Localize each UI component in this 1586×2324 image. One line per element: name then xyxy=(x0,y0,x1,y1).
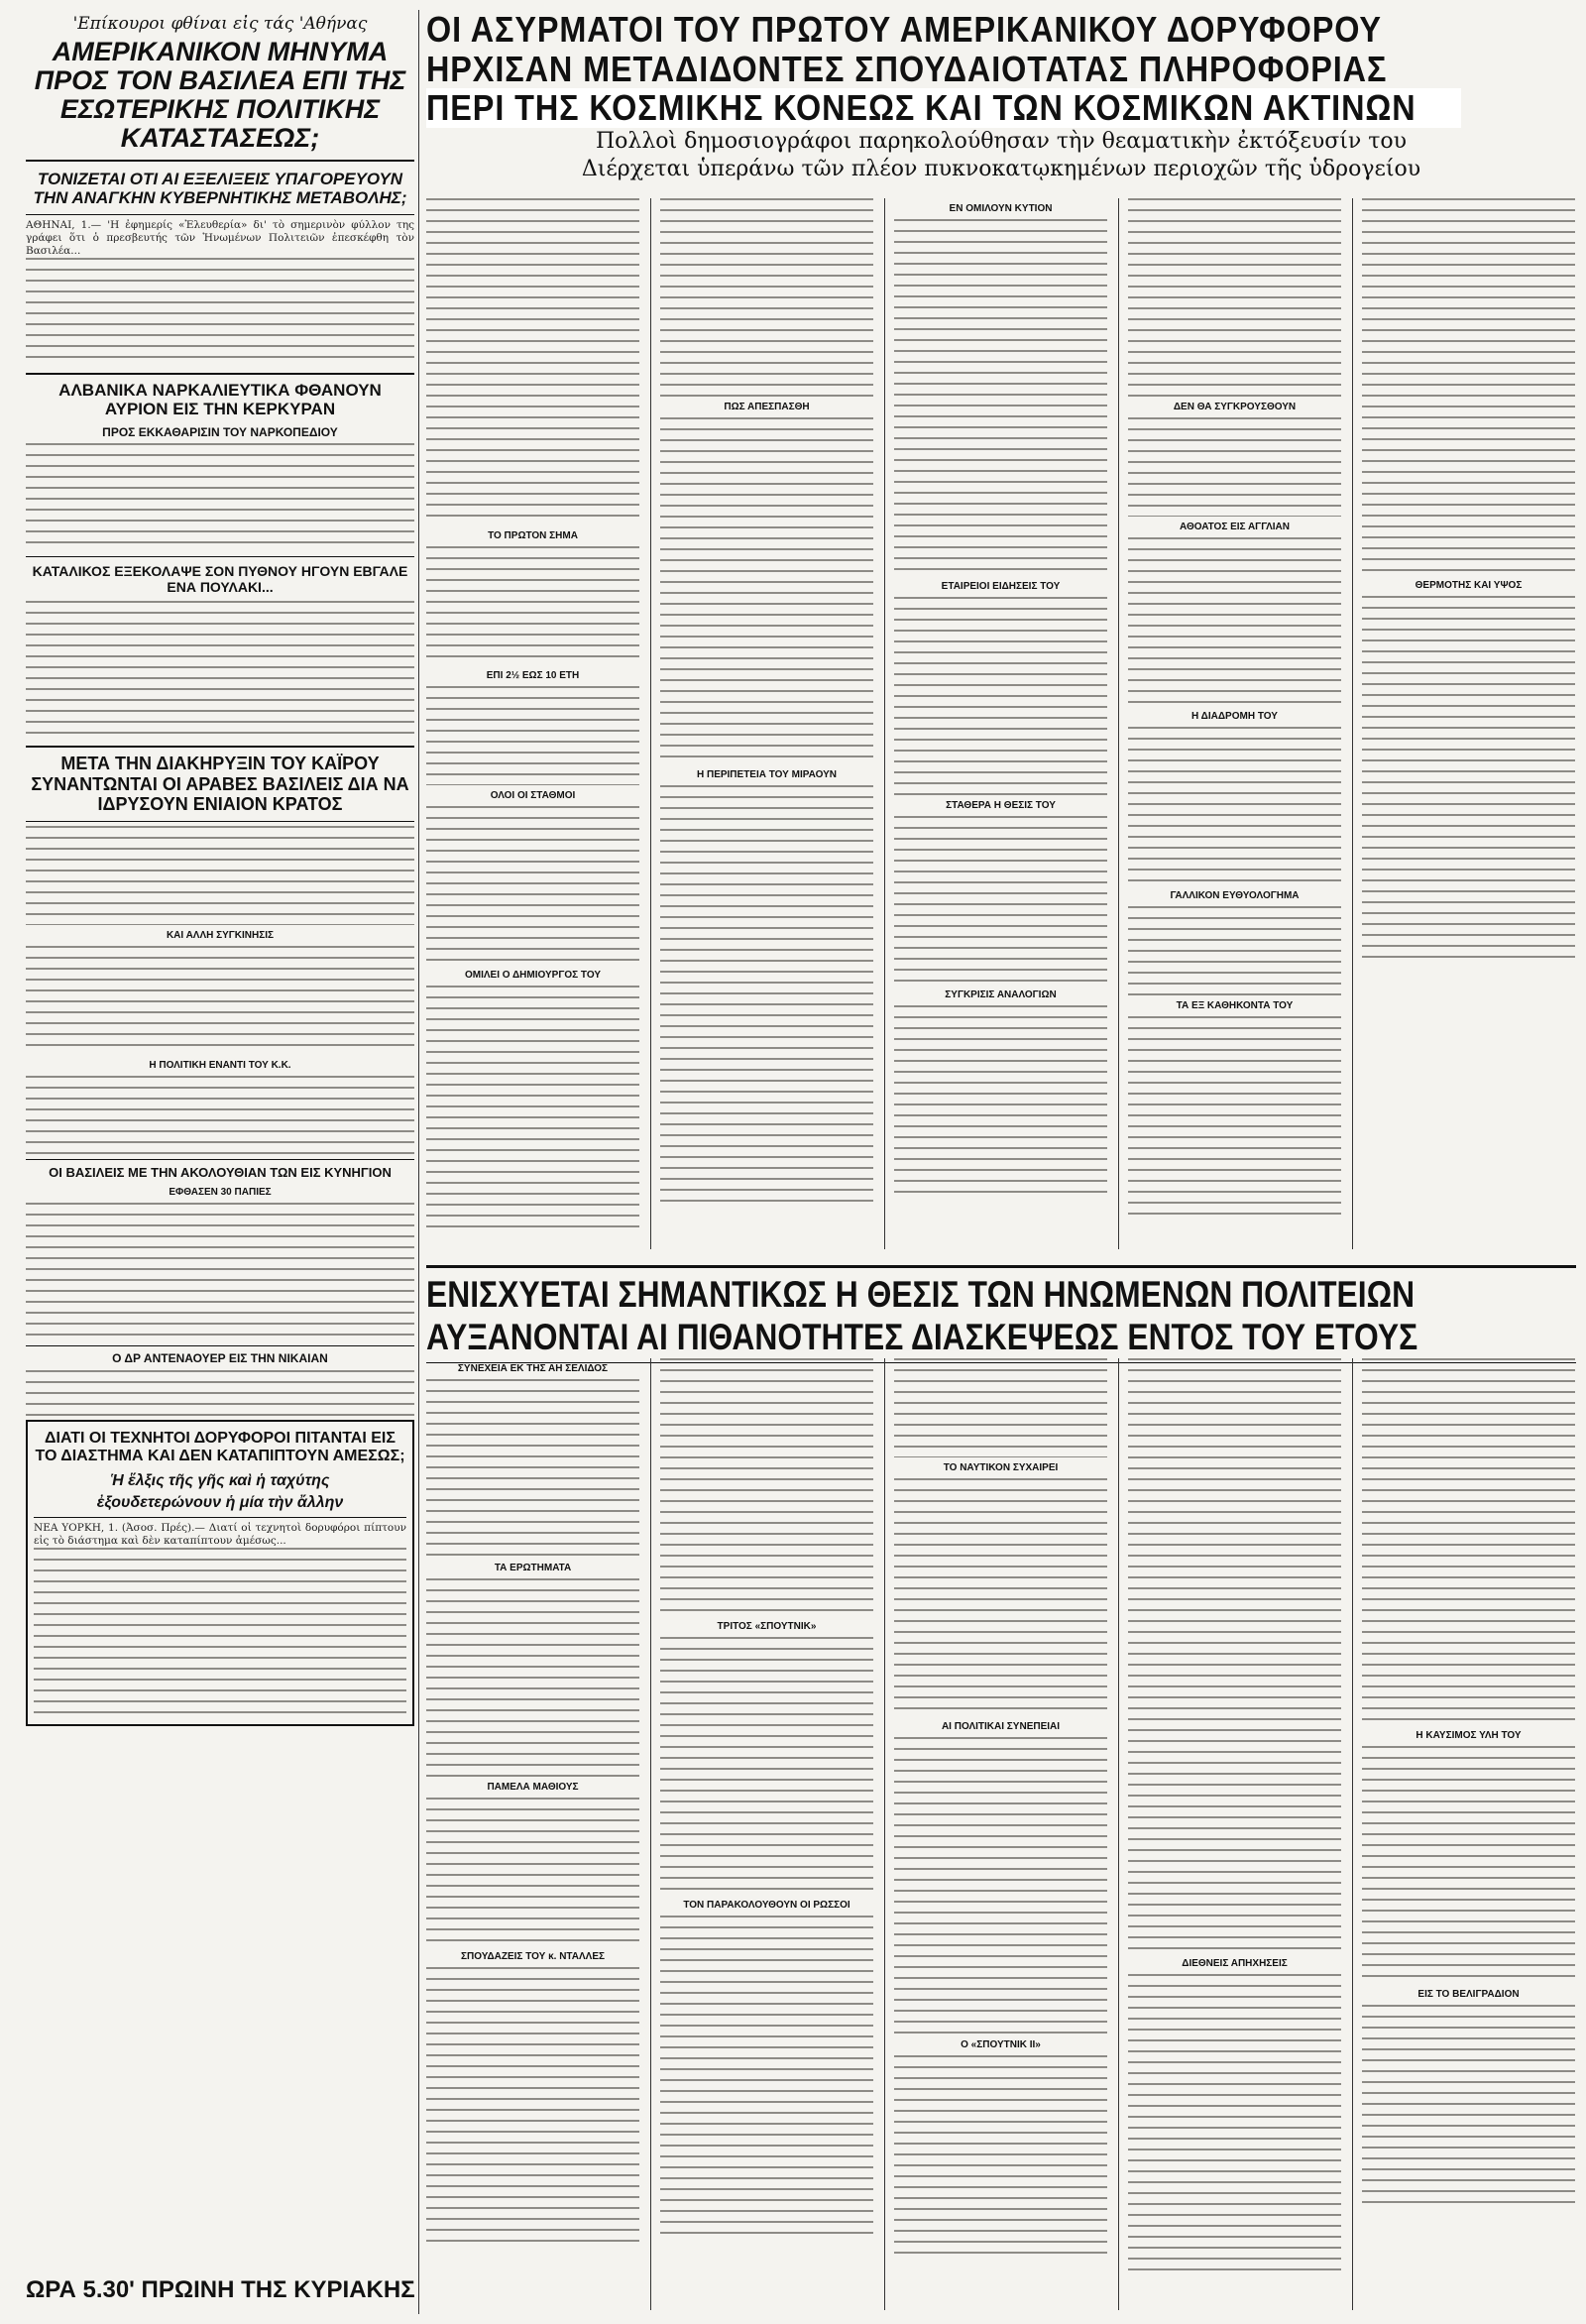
banner-sub-1: Πολλοὶ δημοσιογράφοι παρηκολούθησαν τὴν θεαματικὴν ἐκτόξευσίν του xyxy=(595,128,1408,154)
text-block xyxy=(426,1798,639,1946)
banner-line-3: ΠΕΡΙ ΤΗΣ ΚΟΣΜΙΚΗΣ ΚΟΝΕΩΣ ΚΑΙ ΤΩΝ ΚΟΣΜΙΚΩΝ ΑΚΤΙΝΩΝ xyxy=(426,88,1461,128)
text-block xyxy=(660,1637,873,1895)
text-block xyxy=(26,1370,414,1420)
box-subhead-2: ἐξουδετερώνουν ἡ μία τὴν ἄλλην xyxy=(96,1494,344,1512)
section-head: Η ΚΑΥΣΙΜΟΣ ΥΛΗ ΤΟΥ xyxy=(1416,1730,1522,1741)
text-block xyxy=(894,1737,1107,2034)
left-headline: ΑΜΕΡΙΚΑΝΙΚΟΝ ΜΗΝΥΜΑ ΠΡΟΣ ΤΟΝ ΒΑΣΙΛΕΑ ΕΠΙ ΤΗΣ ΕΣΩΤΕΡΙΚΗΣ ΠΟΛΙΤΙΚΗΣ ΚΑΤΑΣΤΑΣΕΩΣ; xyxy=(34,37,406,154)
text-block xyxy=(660,198,873,397)
text-block xyxy=(1362,596,1575,963)
box-text: ΝΕΑ ΥΟΡΚΗ, 1. (Ἀσοσ. Πρές).— Διατί οἱ τεχνητοὶ δορυφόροι πίπτουν εἰς τὸ διάστημα καὶ δὲν καταπίπτουν ἀμέσως... xyxy=(34,1521,406,1547)
text-block xyxy=(426,1967,639,2245)
text-block xyxy=(660,1916,873,2243)
section-head: ΠΩΣ ΑΠΕΣΠΑΣΘΗ xyxy=(724,402,810,412)
section-head: ΤΟ ΠΡΩΤΟΝ ΣΗΜΑ xyxy=(488,530,578,541)
text-block xyxy=(426,546,639,665)
section-head: ΣΥΓΚΡΙΣΙΣ ΑΝΑΛΟΓΙΩΝ xyxy=(945,989,1057,1000)
section-head: ΑΘΟΑΤΟΣ ΕΙΣ ΑΓΓΛΙΑΝ xyxy=(1179,522,1291,532)
column xyxy=(1362,1358,1575,2310)
top-columns xyxy=(426,198,1576,1249)
adenauer-headline: Ο ΔΡ ΑΝΤΕΝΑΟΥΕΡ ΕΙΣ ΤΗΝ ΝΙΚΑΙΑΝ xyxy=(112,1351,328,1365)
column xyxy=(894,198,1107,1249)
column xyxy=(660,1358,873,2310)
text-block xyxy=(660,785,873,1202)
text-block xyxy=(26,443,414,552)
text-block xyxy=(26,1203,414,1341)
mid-banner-line-2: ΑΥΞΑΝΟΝΤΑΙ ΑΙ ΠΙΘΑΝΟΤΗΤΕΣ ΔΙΑΣΚΕΨΕΩΣ ΕΝΤΟΣ ΤΟΥ ΕΤΟΥΣ xyxy=(426,1316,1418,1357)
section-head: ΤΟ ΝΑΥΤΙΚΟΝ ΣΥΧΑΙΡΕΙ xyxy=(943,1462,1059,1473)
text-block xyxy=(1362,2005,1575,2203)
text-block xyxy=(1128,537,1341,706)
section-head: ΕΙΣ ΤΟ ΒΕΛΙΓΡΑΔΙΟΝ xyxy=(1417,1989,1520,2000)
satellite-box xyxy=(26,1420,414,1726)
column xyxy=(660,198,873,1249)
text-block xyxy=(426,986,639,1233)
text-block xyxy=(1128,906,1341,995)
small-head: Η ΠΟΛΙΤΙΚΗ ΕΝΑΝΤΙ ΤΟΥ Κ.Κ. xyxy=(149,1060,291,1072)
text-block xyxy=(426,686,639,785)
text-block xyxy=(894,816,1107,985)
text-block xyxy=(894,597,1107,795)
banner-sub-2: Διέρχεται ὑπεράνω τῶν πλέον πυκνοκατῳκημένων περιοχῶν τῆς ὑδρογείου xyxy=(581,157,1421,182)
section-head: ΟΛΟΙ ΟΙ ΣΤΑΘΜΟΙ xyxy=(490,790,576,801)
text-block xyxy=(1128,1016,1341,1215)
left-subhead: ΤΟΝΙΖΕΤΑΙ ΟΤΙ ΑΙ ΕΞΕΛΙΞΕΙΣ ΥΠΑΓΟΡΕΥΟΥΝ ΤΗΝ ΑΝΑΓΚΗΝ ΚΥΒΕΡΝΗΤΙΚΗΣ ΜΕΤΑΒΟΛΗΣ; xyxy=(33,169,407,208)
section-head: ΤΑ ΕΡΩΤΗΜΑΤΑ xyxy=(494,1563,572,1573)
text-block xyxy=(1362,1358,1575,1725)
section-head: ΤΑ ΕΞ ΚΑΘΗΚΟΝΤΑ ΤΟΥ xyxy=(1176,1000,1294,1011)
text-block xyxy=(34,1548,406,1716)
bottom-headline: ΩΡΑ 5.30' ΠΡΩΙΝΗ ΤΗΣ ΚΥΡΙΑΚΗΣ xyxy=(26,2276,415,2303)
column xyxy=(1362,198,1575,1249)
section-head: Η ΔΙΑΔΡΟΜΗ ΤΟΥ xyxy=(1191,711,1278,722)
text-block xyxy=(426,806,639,965)
text-block xyxy=(26,826,414,925)
bird-headline: ΚΑΤΑΛΙΚΟΣ ΕΞΕΚΟΛΑΨΕ ΣΟΝ ΠΥΘΝΟΥ ΗΓΟΥΝ ΕΒΓΑΛΕ ΕΝΑ ΠΟΥΛΑΚΙ... xyxy=(32,562,408,595)
section-head: ΣΥΝΕΧΕΙΑ ΕΚ ΤΗΣ ΑΗ ΣΕΛΙΔΟΣ xyxy=(457,1363,609,1374)
section-head: ΤΡΙΤΟΣ «ΣΠΟΥΤΝΙΚ» xyxy=(717,1621,817,1632)
text-block xyxy=(1128,1974,1341,2271)
text-block xyxy=(1128,417,1341,517)
section-head: ΕΠΙ 2½ ΕΩΣ 10 ΕΤΗ xyxy=(486,670,580,681)
section-head: ΕΝ ΟΜΙΛΟΥΝ ΚΥΤΙΟΝ xyxy=(949,203,1053,214)
albania-subhead: ΠΡΟΣ ΕΚΚΑΘΑΡΙΣΙΝ ΤΟΥ ΝΑΡΚΟΠΕΔΙΟΥ xyxy=(102,424,338,439)
text-block xyxy=(1128,727,1341,885)
section-head: ΑΙ ΠΟΛΙΤΙΚΑΙ ΣΥΝΕΠΕΙΑΙ xyxy=(941,1721,1061,1732)
text-block xyxy=(1362,1746,1575,1984)
small-head: ΚΑΙ ΑΛΛΗ ΣΥΓΚΙΝΗΣΙΣ xyxy=(166,930,275,942)
kicker: 'Επίκουροι φθίναι εἰς τάς 'Αθήνας xyxy=(72,14,368,34)
section-head: ΤΟΝ ΠΑΡΑΚΟΛΟΥΘΟΥΝ ΟΙ ΡΩΣΣΟΙ xyxy=(683,1900,850,1911)
banner-line-2: ΗΡΧΙΣΑΝ ΜΕΤΑΔΙΔΟΝΤΕΣ ΣΠΟΥΔΑΙΟΤΑΤΑΣ ΠΛΗΡΟΦΟΡΙΑΣ xyxy=(426,48,1388,89)
text-block xyxy=(26,1076,414,1155)
box-headline: ΔΙΑΤΙ ΟΙ ΤΕΧΝΗΤΟΙ ΔΟΡΥΦΟΡΟΙ ΠΙΤΑΝΤΑΙ ΕΙΣ ΤΟ ΔΙΑΣΤΗΜΑ ΚΑΙ ΔΕΝ ΚΑΤΑΠΙΠΤΟΥΝ ΑΜΕΣΩΣ; xyxy=(35,1430,405,1465)
section-head: ΣΠΟΥΔΑΖΕΙΣ ΤΟΥ κ. ΝΤΑΛΛΕΣ xyxy=(460,1951,606,1962)
arabs-headline: ΜΕΤΑ ΤΗΝ ΔΙΑΚΗΡΥΞΙΝ ΤΟΥ ΚΑΪΡΟΥ ΣΥΝΑΝΤΩΝΤΑΙ ΟΙ ΑΡΑΒΕΣ ΒΑΣΙΛΕΙΣ ΔΙΑ ΝΑ ΙΔΡΥΣΟΥΝ ΕΝΙΑΙΟΝ ΚΡΑΤΟΣ xyxy=(31,754,409,815)
column xyxy=(894,1358,1107,2310)
section-head: ΣΤΑΘΕΡΑ Η ΘΕΣΙΣ ΤΟΥ xyxy=(946,800,1056,811)
text-block xyxy=(894,1005,1107,1194)
text-block xyxy=(660,1358,873,1616)
text-block xyxy=(894,1478,1107,1716)
text-block xyxy=(1362,198,1575,575)
banner-line-1: ΟΙ ΑΣΥΡΜΑΤΟΙ ΤΟΥ ΠΡΩΤΟΥ ΑΜΕΡΙΚΑΝΙΚΟΥ ΔΟΡΥΦΟΡΟΥ xyxy=(426,9,1382,50)
mid-banner-line-1: ΕΝΙΣΧΥΕΤΑΙ ΣΗΜΑΝΤΙΚΩΣ Η ΘΕΣΙΣ ΤΩΝ ΗΝΩΜΕΝΩΝ ΠΟΛΙΤΕΙΩΝ xyxy=(426,1274,1416,1315)
text-block xyxy=(26,601,414,740)
section-head: ΘΕΡΜΟΤΗΣ ΚΑΙ ΥΨΟΣ xyxy=(1415,580,1523,591)
text-block xyxy=(660,417,873,764)
column xyxy=(1128,198,1341,1249)
column-divider xyxy=(418,10,419,2314)
text-block xyxy=(894,1358,1107,1457)
text-block xyxy=(1128,198,1341,397)
ships-subhead: ΕΦΘΑΣΕΝ 30 ΠΑΠΙΕΣ xyxy=(169,1187,272,1198)
text-block xyxy=(894,219,1107,576)
section-head: ΔΕΝ ΘΑ ΣΥΓΚΡΟΥΣΘΟΥΝ xyxy=(1173,402,1297,412)
text-block xyxy=(426,1379,639,1558)
mid-banner xyxy=(426,1259,1576,1367)
section-head: ΓΑΛΛΙΚΟΝ ΕΥΘΥΟΛΟΓΗΜΑ xyxy=(1170,890,1300,901)
albania-headline: ΑΛΒΑΝΙΚΑ ΝΑΡΚΑΛΙΕΥΤΙΚΑ ΦΘΑΝΟΥΝ ΑΥΡΙΟΝ ΕΙΣ ΤΗΝ ΚΕΡΚΥΡΑΝ xyxy=(58,380,382,419)
section-head: Ο «ΣΠΟΥΤΝΙΚ ΙΙ» xyxy=(961,2039,1041,2050)
left-intro-text: ΑΘΗΝΑΙ, 1.— 'Η ἐφημερίς «Ἐλευθερία» δι' τὸ σημερινὸν φύλλον της γράφει ὅτι ὁ πρεσβευτής τῶν Ἡνωμένων Πολιτειῶν ἐπεσκέφθη τὸν Βασιλέα... xyxy=(26,218,414,257)
text-block xyxy=(894,2055,1107,2254)
section-head: ΔΙΕΘΝΕΙΣ ΑΠΗΧΗΣΕΙΣ xyxy=(1182,1958,1288,1969)
text-block xyxy=(26,946,414,1055)
ships-headline: ΟΙ ΒΑΣΙΛΕΙΣ ΜΕ ΤΗΝ ΑΚΟΛΟΥΘΙΑΝ ΤΩΝ ΕΙΣ ΚΥΝΗΓΙΟΝ xyxy=(49,1165,392,1181)
box-subhead-1: Ἡ ἕλξις τῆς γῆς καὶ ἡ ταχύτης xyxy=(110,1471,330,1489)
top-banner xyxy=(426,10,1576,184)
column xyxy=(426,1358,639,2310)
lower-columns xyxy=(426,1358,1576,2310)
text-block xyxy=(26,258,414,367)
text-block xyxy=(426,198,639,525)
column xyxy=(1128,1358,1341,2310)
section-head: ΟΜΙΛΕΙ Ο ΔΗΜΙΟΥΡΓΟΣ ΤΟΥ xyxy=(465,970,601,981)
text-block xyxy=(1128,1358,1341,1953)
column xyxy=(426,198,639,1249)
text-block xyxy=(426,1578,639,1777)
section-head: ΠΑΜΕΛΑ ΜΑΘΙΟΥΣ xyxy=(487,1782,579,1793)
left-column xyxy=(26,14,414,1726)
section-head: Η ΠΕΡΙΠΕΤΕΙΑ ΤΟΥ ΜΙΡΑΟΥΝ xyxy=(696,769,838,780)
section-head: ΕΤΑΙΡΕΙΟΙ ΕΙΔΗΣΕΙΣ ΤΟΥ xyxy=(941,581,1061,592)
